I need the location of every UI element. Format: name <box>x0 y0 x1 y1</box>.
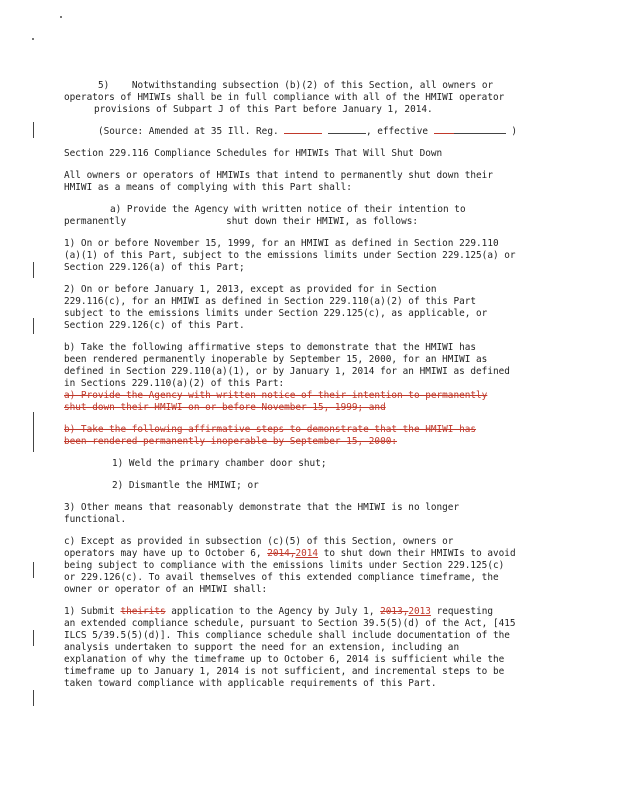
para-text: 1) Submit <box>64 606 115 617</box>
scan-speck <box>32 38 34 40</box>
revision-bar <box>33 262 34 278</box>
blank-line <box>328 133 366 134</box>
para-number: 5) <box>98 80 110 91</box>
revision-bar <box>33 630 34 646</box>
deleted-text: shut down their HMIWI on or before November 15, 1999; and <box>64 402 386 413</box>
para-text: b) Take the following affirmative steps to demonstrate that the HMIWI has <box>64 342 477 353</box>
para-text: application to the Agency by July 1, <box>171 606 375 617</box>
para-text: provisions of Subpart J of this Part before January 1, 2014. <box>94 104 433 115</box>
para-text: defined in Section 229.110(a)(1), or by January 1, 2014 for an HMIWI as defined <box>64 366 510 377</box>
para-text: to shut down their HMIWIs to avoid <box>323 548 516 559</box>
para-text: , subject to the emissions limits under Section 229.125(a) or <box>171 250 516 261</box>
para-text: or 229.126(c). To avail themselves of this extended compliance timeframe, the <box>64 572 499 583</box>
section-heading: Section 229.116 Compliance Schedules for HMIWIs That Will Shut Down <box>64 148 443 159</box>
para-text: Section 229.126(c) of this Part. <box>64 320 245 331</box>
intro-paragraph <box>64 170 584 194</box>
para-text: permanently <box>64 216 127 227</box>
para-text: in Sections 229.110(a)(2) of this Part: <box>64 378 285 389</box>
paragraph-a <box>64 204 584 228</box>
revision-bar <box>33 562 34 578</box>
scan-speck <box>60 16 62 18</box>
para-text: analysis undertaken to support the need for an extension, including an <box>64 642 460 653</box>
paragraph-c <box>64 536 584 596</box>
para-text: ILCS 5/39.5(5)(d)]. This compliance schedule shall include documentation of the <box>64 630 510 641</box>
para-text: shut down their HMIWI, as follows: <box>226 216 418 227</box>
list-item: 3) Other means that reasonably demonstrate that the HMIWI is no longer <box>64 502 460 513</box>
revision-bar <box>33 690 34 706</box>
deleted-text: a) Provide the Agency with written notice of their intention to permanently <box>64 390 488 401</box>
para-text: All owners or operators of HMIWIs that intend to permanently shut down their <box>64 170 493 181</box>
item-2 <box>64 284 584 332</box>
revision-bar <box>33 122 34 138</box>
source-note <box>64 126 584 138</box>
blank-line <box>284 133 322 134</box>
inserted-text: 2013 <box>408 606 431 617</box>
source-suffix: ) <box>511 126 517 137</box>
para-text: 229.116(c), for an HMIWI as defined in Section 229.110(a)(2) of this Part <box>64 296 477 307</box>
revision-bar <box>33 412 34 452</box>
list-item: functional. <box>64 514 127 525</box>
paragraph-b <box>64 342 584 448</box>
revision-bar <box>33 318 34 334</box>
inserted-text: 2014 <box>295 548 319 559</box>
para-text: (a)(1) of this Part <box>64 250 172 261</box>
para-text: timeframe up to January 1, 2014 is not sufficient, and incremental steps to be <box>64 666 505 677</box>
para-text: owner or operator of an HMIWI shall: <box>64 584 268 595</box>
para-text: subject to the emissions limits under Section 229.125(c), as applicable, or <box>64 308 488 319</box>
para-text: 1) On or before November 15, 1999, for an HMIWI as defined in Section 229.110 <box>64 238 499 249</box>
source-mid: , effective <box>365 126 429 137</box>
para-text: an extended compliance schedule, pursuant to Section 39.5(5)(d) of the Act, <box>64 618 488 629</box>
para-text: taken toward compliance with applicable requirements of this Part. <box>64 678 437 689</box>
para-text: Notwithstanding subsection (b)(2) of this Section, all owners or <box>131 80 494 91</box>
para-text: 2) On or before January 1, 2013, except as provided for in Section <box>64 284 437 295</box>
list-item: 1) Weld the primary chamber door shut; <box>112 458 327 469</box>
deleted-text: been rendered permanently inoperable by September 15, 2000: <box>64 436 398 447</box>
para-text: [415 <box>487 618 516 629</box>
list-item: 2) Dismantle the HMIWI; or <box>112 480 259 491</box>
para-text: HMIWI as a means of complying with this Part shall: <box>64 182 352 193</box>
para-text: a) Provide the Agency with written notice of their intention to <box>110 204 466 215</box>
paragraph-5 <box>64 80 584 116</box>
para-text: operators of HMIWIs shall be in full compliance with all of the HMIWI operator <box>64 92 505 103</box>
item-1 <box>64 238 584 274</box>
document-body <box>64 80 584 690</box>
para-text: Section 229.126(a) of this Part; <box>64 262 245 273</box>
deleted-text: b) Take the following affirmative steps to demonstrate that the HMIWI has <box>64 424 477 435</box>
blank-line <box>454 133 506 134</box>
blank-line <box>434 133 454 134</box>
para-text: explanation of why the timeframe up to October 6, 2014 is sufficient while the <box>64 654 505 665</box>
para-text: requesting <box>436 606 494 617</box>
para-text: being subject to compliance with the emissions limits under Section 229.125(c) <box>64 560 505 571</box>
para-text: operators may have up to October 6, <box>64 548 262 559</box>
steps-list <box>64 458 584 526</box>
source-prefix: (Source: Amended at 35 Ill. Reg. <box>98 126 279 137</box>
deleted-text: 2014, <box>267 548 296 559</box>
item-c1 <box>64 606 584 690</box>
para-text: been rendered permanently inoperable by September 15, 2000, for an HMIWI as <box>64 354 488 365</box>
deleted-text: 2013, <box>380 606 409 617</box>
deleted-text: theirits <box>120 606 166 617</box>
para-text: c) Except as provided in subsection (c)(5) of this Section, owners or <box>64 536 454 547</box>
